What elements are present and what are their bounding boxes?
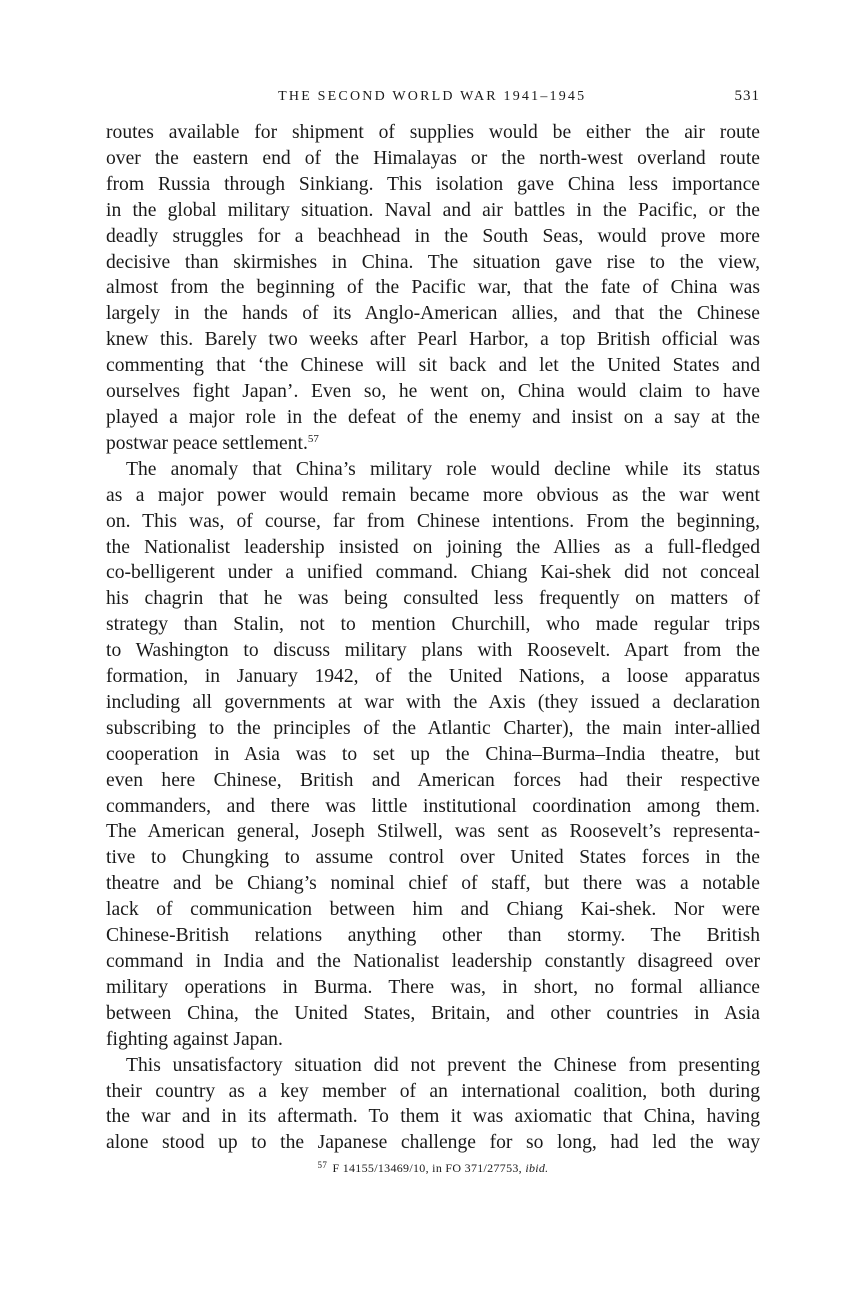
text-line: strategy than Stalin, not to mention Churchill, who made regular trips (106, 614, 760, 636)
text-line: co-belligerent under a unified command. Chiang Kai-shek did not conceal (106, 562, 760, 584)
paragraph-2 (106, 457, 760, 1053)
text-line: to Washington to discuss military plans with Roosevelt. Apart from the (106, 640, 760, 662)
body-text (106, 120, 760, 1156)
text-line: the Nationalist leadership insisted on joining the Allies as a full-fledged (106, 536, 760, 558)
footnote-ibid: ibid. (525, 1161, 549, 1176)
text-line: subscribing to the principles of the Atlantic Charter), the main inter-allied (106, 717, 760, 739)
text-line: in the global military situation. Naval and air battles in the Pacific, or the (106, 199, 760, 221)
text-line: commanders, and there was little institutional coordination among them. (106, 795, 760, 817)
text-line: his chagrin that he was being consulted less frequently on matters of (106, 588, 760, 610)
text-line: their country as a key member of an international coalition, both during (106, 1080, 760, 1102)
text-line: The American general, Joseph Stilwell, was sent as Roosevelt’s representa- (106, 821, 760, 843)
text-line: tive to Chungking to assume control over United States forces in the (106, 847, 760, 869)
text-line: routes available for shipment of supplies would be either the air route (106, 122, 760, 143)
page-number: 531 (734, 88, 760, 104)
text-line: over the eastern end of the Himalayas or the north-west overland route (106, 147, 760, 169)
running-title: THE SECOND WORLD WAR 1941–1945 (278, 89, 587, 104)
text-line: cooperation in Asia was to set up the China–Burma–India theatre, but (106, 743, 760, 765)
text-line: formation, in January 1942, of the United Nations, a loose apparatus (106, 666, 760, 688)
text-line: Chinese-British relations anything other than stormy. The British (106, 925, 760, 947)
text-line: knew this. Barely two weeks after Pearl Harbor, a top British official was (106, 329, 760, 351)
book-page (106, 88, 760, 1176)
text-line: lack of communication between him and Chiang Kai-shek. Nor were (106, 899, 760, 921)
text-line: almost from the beginning of the Pacific war, that the fate of China was (106, 277, 760, 299)
text-line-final (106, 431, 760, 457)
footnote (106, 1160, 760, 1176)
text-line-final: fighting against Japan. (106, 1028, 283, 1050)
text-line: military operations in Burma. There was, in short, no formal alliance (106, 976, 760, 998)
text-line: on. This was, of course, far from Chinese intentions. From the beginning, (106, 510, 760, 532)
text-line: This unsatisfactory situation did not prevent the Chinese from presenting (126, 1054, 760, 1076)
text-line: commenting that ‘the Chinese will sit back and let the United States and (106, 355, 760, 377)
text-line: The anomaly that China’s military role would decline while its status (126, 458, 760, 480)
text-line: alone stood up to the Japanese challenge for so long, had led the way (106, 1132, 760, 1154)
text-line: theatre and be Chiang’s nominal chief of staff, but there was a notable (106, 873, 760, 895)
text-line: the war and in its aftermath. To them it was axiomatic that China, having (106, 1106, 760, 1128)
running-head (106, 88, 760, 116)
footnote-reference: 57 (307, 432, 319, 445)
text-line: from Russia through Sinkiang. This isolation gave China less importance (106, 173, 760, 195)
text-line: deadly struggles for a beachhead in the South Seas, would prove more (106, 225, 760, 247)
text-line: including all governments at war with the Axis (they issued a declaration (106, 691, 760, 713)
footnote-marker: 57 (317, 1160, 328, 1171)
text-line: between China, the United States, Britain, and other countries in Asia (106, 1002, 760, 1024)
text-run: postwar peace settlement. (106, 432, 308, 454)
text-line: even here Chinese, British and American forces had their respective (106, 769, 760, 791)
text-line: played a major role in the defeat of the enemy and insist on a say at the (106, 406, 760, 428)
text-line: as a major power would remain became more obvious as the war went (106, 484, 760, 506)
text-line: decisive than skirmishes in China. The situation gave rise to the view, (106, 251, 760, 273)
paragraph-1 (106, 120, 760, 457)
footnote-text: F 14155/13469/10, in FO 371/27753, (332, 1161, 522, 1176)
paragraph-3 (106, 1053, 760, 1157)
text-line: largely in the hands of its Anglo-American allies, and that the Chinese (106, 303, 760, 325)
text-line: command in India and the Nationalist leadership constantly disagreed over (106, 951, 760, 972)
text-line: ourselves fight Japan’. Even so, he went on, China would claim to have (106, 381, 760, 403)
